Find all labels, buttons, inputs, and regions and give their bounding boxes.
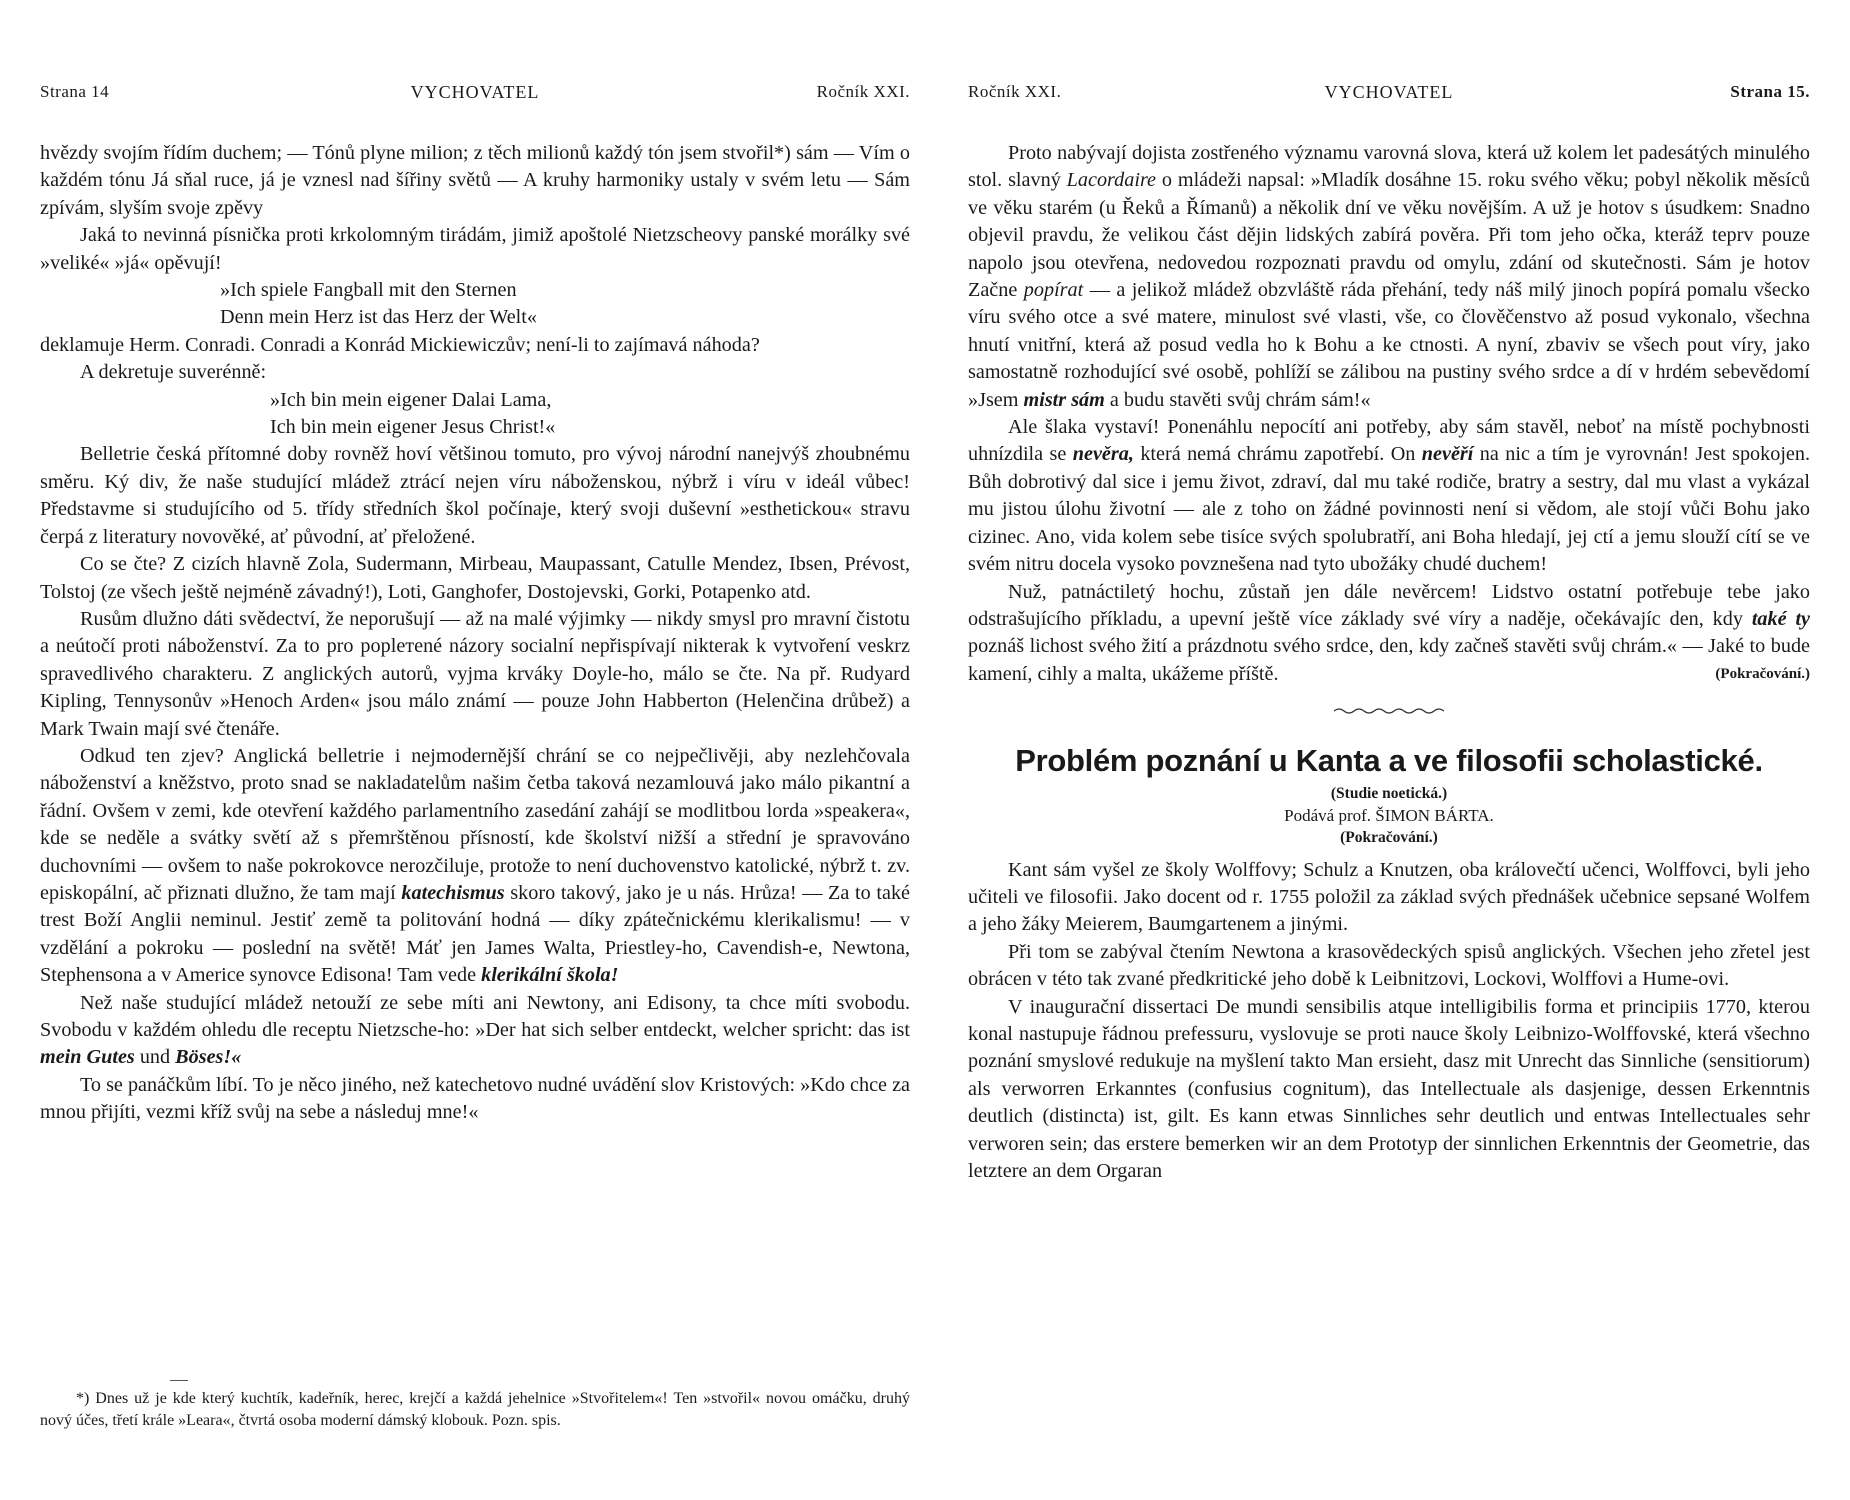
paragraph: Jaká to nevinná písnička proti krkolomným tirádám, jimiž apoštolé Nietzscheovy panské morálky své »veliké« »já« opěvují! — [40, 224, 910, 274]
emphasis: mein Gutes — [40, 1046, 135, 1069]
emphasis: mistr sám — [1023, 388, 1105, 411]
text-run: která nemá chrámu zapotřebí. On — [1140, 443, 1416, 466]
left-body-text — [40, 140, 910, 1127]
paragraph: Při tom se zabýval čtením Newtona a krasovědeckých spisů anglických. Všechen jeho zřetel jest obrácen v této tak zvané předkritické jeho době k Leibnitzovi, Lockovi, Wolffovi a Hume-ovi. — [968, 940, 1810, 991]
emphasis: nevěra, — [1072, 443, 1134, 466]
right-journal-title: VYCHOVATEL — [1324, 82, 1454, 102]
text-run: na nic a tím je vyrovnán! Jest spokojen. Bůh dobrotivý dal sice i jemu život, zdraví, dal mu také rodiče, bratry a sestry, dal mu vlast a vykázal mu jistou úlohu životní — ale z toho on žádné povinnosti není si vědom, ale stojí vůči Bohu jako cizinec. Ano, vida kolem sebe tisíce svých spolubratří, ani Boha hledají, jej ctí a jemu slouží cítí se ve svém nitru docela vysoko povznešena nad tyto ubožáky chudé duchem! — [968, 443, 1811, 576]
paragraph: deklamuje Herm. Conradi. Conradi a Konrád Mickiewiczův; není-li to zajímavá náhoda? — [40, 333, 760, 356]
wavy-divider-ornament — [1334, 707, 1444, 715]
verse-line: »Ich spiele Fangball mit den Sternen — [220, 279, 517, 302]
paragraph — [968, 140, 1810, 414]
paragraph: V inaugurační dissertaci De mundi sensibilis atque intelligibilis forma et principiis 1770, kterou konal nastupuje řádnou prefessuru, vyslovuje se proti nauce školy Leibnizo-Wolffovské, která všechno poznání smyslové redukuje na myšlení takto Man ersieht, dasz mit Unrecht das Sinnliche (sensitiorum) als verworren Erkanntes (confusius cognitum), das Intellectuale als dasjenige, dessen Erkenntnis deutlich (distincta) ist, gilt. Es kann etwas Sinnliches sehr deutlich und entwas Intellectuales sehr verworen sein; das erstere bemerken wir an dem Prototyp der sinnlichen Erkenntnis der Geometrie, das letztere an dem Orgaran — [968, 995, 1810, 1182]
text-run: a budu stavěti svůj chrám sám!« — [1109, 388, 1371, 411]
footnote-text: *) Dnes už je kde který kuchtík, kadeřník, herec, krejčí a každá jehelnice »Stvořitelem«! Ten »stvořil« novou omáčku, druhý nový účes, třetí krále »Leara«, čtvrtá osoba moderní dámský klobouk. Pozn. spis. — [40, 1390, 910, 1429]
emphasis: katechismus — [401, 881, 505, 904]
emphasis: nevěří — [1421, 443, 1474, 466]
right-page — [968, 0, 1810, 1500]
text-run: skoro takový, jako je u nás. Hrůza! — Za to také trest Boží Anglii neminul. Jestiť země ta politování hodná — díky zpátečnickému klerikalismu! — v vzdělání a pokroku — poslední na světě! Máť jen James Walta, Priestley-ho, Cavendish-e, Newtona, Stephensona a v Americe synovce Edisona! Tam vede — [40, 881, 911, 987]
emphasis: Böses!« — [175, 1046, 242, 1069]
paragraph: Belletrie česká přítomné doby rovněž hoví většinou tomuto, pro vývoj národní nanejvýš zhoubnému směru. Ký div, že naše studující mládež ztrácí nejen víru náboženskou, nýbrž i víru v ideál vůbec! Představme si studujícího od 5. třídy středních škol počínaje, který svoji duševní »esthetickou« stravu čerpá z literatury novověké, ať původní, ať přeložené. — [40, 443, 910, 548]
text-run: Proto nabývají dojista zostřeného významu varovná slova, která už kolem let padesátých minulého stol. slavný — [968, 142, 1810, 192]
left-page — [40, 0, 910, 1500]
left-volume: Ročník XXI. — [816, 82, 910, 101]
continued-mark: (Pokračování.) — [1715, 666, 1810, 683]
article-subtitle: (Studie noetická.) — [1330, 784, 1448, 802]
paragraph: A dekretuje suverénně: — [80, 361, 267, 384]
footnote — [40, 1388, 910, 1431]
article-title: Problém poznání u Kanta a ve filosofii scholastické. — [1015, 742, 1763, 778]
emphasis: Lacordaire — [1066, 169, 1157, 192]
text-run: und — [139, 1046, 171, 1069]
paragraph: Kant sám vyšel ze školy Wolffovy; Schulz a Knutzen, oba královečtí učenci, Wolffovci, byli jeho učiteli ve filosofii. Jako docent od r. 1755 položil za základ svých přednášek učebnice sepsané Wolfem a jeho žáky Meierem, Baumgartenem a jinými. — [968, 858, 1810, 936]
emphasis: klerikální škola! — [481, 964, 619, 987]
text-run: Odkud ten zjev? Anglická belletrie i nejmodernější chrání se co nejpečlivěji, aby nezlehčovala náboženství a kněžstvo, proto snad se nakladatelům našim četba taková nezamlouvá jako málo pikantní a řádní. Ovšem v zemi, kde otevření každého parlamentního zasedání zahájí se modlitbou lorda »speakera«, kde se neděle a svátky světí až s přemrštěnou přísností, kde školství nižší a střední je spravováno duchovními — ovšem to naše pokrokovce nerozčiluje, protože to není duchovenstvo katolické, nýbrž t. zv. episkopální, ač přiznati dlužno, že tam mají — [40, 744, 910, 904]
text-run: Nuž, patnáctiletý hochu, zůstaň jen dále nevěrcem! Lidstvo ostatní potřebuje tebe jako odstrašujícího příkladu, a upevní ještě více základy své víry a naděje, očekávajíc den, kdy — [968, 580, 1810, 630]
right-running-header — [968, 82, 1810, 106]
article-author: Podává prof. ŠIMON BÁRTA. — [1284, 805, 1494, 825]
paragraph — [40, 990, 910, 1072]
left-page-number: Strana 14 — [40, 82, 110, 101]
text-run: — a jelikož mládež obzvláště ráda přehání, tedy náš milý jinoch popírá pomalu všecko víru svého otce a své matere, minulost své vlasti, vše, co člověčenstvo až posud vykonalo, všechna hnutí vnitřní, která až posud vedla ho k Bohu a ke ctnosti. A nyní, zbaviv se všech pout víry, jako samostatně rozhodující své osobě, pohlíží se zálibou na pustiny svého srdce a dí v hrdém sebevědomí »Jsem — [968, 279, 1810, 411]
verse-line: Denn mein Herz ist das Herz der Welt« — [220, 306, 537, 329]
text-run: o mládeži napsal: »Mladík dosáhne 15. roku svého věku; pobyl několik měsíců ve věku starém (u Řeků a Římanů) a několik dní ve věku novějším. A už je hotov s úsudkem: Snadno objevil pravdu, že velikou část dějin lidských zabírá pověra. Při tom jeho očka, kteráž teprv pouze napolo jsou otevřena, nedovedou rozpoznati pravdu od omylu, zdání od skutečnosti. Sám je hotov Začne — [968, 169, 1811, 302]
paragraph: Co se čte? Z cizích hlavně Zola, Sudermann, Mirbeau, Maupassant, Catulle Mendez, Ibsen, Prévost, Tolstoj (ze všech ještě nejméně závadný!), Loti, Ganghofer, Dostojevski, Gorki, Potapenko atd. — [40, 553, 910, 603]
right-page-number: Strana 15. — [1730, 82, 1810, 101]
left-running-header — [40, 82, 910, 106]
paragraph: hvězdy svojím řídím duchem; — Tónů plyne milion; z těch milionů každý tón jsem stvořil*) sám — Vím o každém tónu Já sňal ruce, já je vznesl nad šířiny světů — A kruhy harmoniky ustaly v svém letu — Sám zpívám, slyším svoje zpěvy — [40, 142, 910, 219]
text-run: Ale šlaka vystaví! Ponenáhlu nepocítí ani potřeby, aby sám stavěl, neboť na místě pochybnosti uhnízdila se — [968, 416, 1810, 466]
paragraph: To se panáčkům líbí. To je něco jiného, než katechetovo nudné uvádění slov Kristových: »Kdo chce za mnou přijíti, vezmi kříž svůj na sebe a následuj mne!« — [40, 1073, 910, 1124]
verse-line: »Ich bin mein eigener Dalai Lama, — [270, 388, 552, 411]
paragraph — [968, 414, 1810, 578]
paragraph — [40, 743, 910, 990]
article-continued: (Pokračování.) — [1340, 828, 1438, 846]
emphasis: popírat — [1023, 279, 1084, 302]
left-journal-title: VYCHOVATEL — [410, 82, 540, 102]
right-body-text — [968, 140, 1810, 1185]
verse-line: Ich bin mein eigener Jesus Christ!« — [270, 416, 556, 439]
text-run: poznáš lichost svého žití a prázdnotu svého srdce, den, kdy začneš stavěti svůj chrám.« — Jaké to bude kamení, cihly a malta, ukážeme příště. — [968, 635, 1810, 685]
right-volume: Ročník XXI. — [968, 82, 1062, 101]
emphasis: také ty — [1751, 607, 1811, 630]
text-run: Než naše studující mládež netouží ze sebe míti ani Newtony, ani Edisony, ta chce míti svobodu. Svobodu v každém ohledu dle receptu Nietzsche-ho: »Der hat sich selber entdeckt, welcher spricht: das ist — [40, 991, 910, 1041]
footnote-rule — [170, 1380, 188, 1381]
paragraph: Rusům dlužno dáti svědectví, že neporušují — až na malé výjimky — nikdy smysl pro mravní čistotu a neútočí proti náboženství. Za to pro poplетené názory socialní nepřispívají nikterak k vytvoření veskrz spravedlivého charakteru. Z anglických autorů, vyjma krváky Doyle-ho, málo se čte. Na př. Rudyard Kipling, Tennysonův »Henoch Arden« jsou málo známí — pouze John Habberton (Helenčina drůbež) a Mark Twain mají své čtenáře. — [40, 607, 910, 740]
